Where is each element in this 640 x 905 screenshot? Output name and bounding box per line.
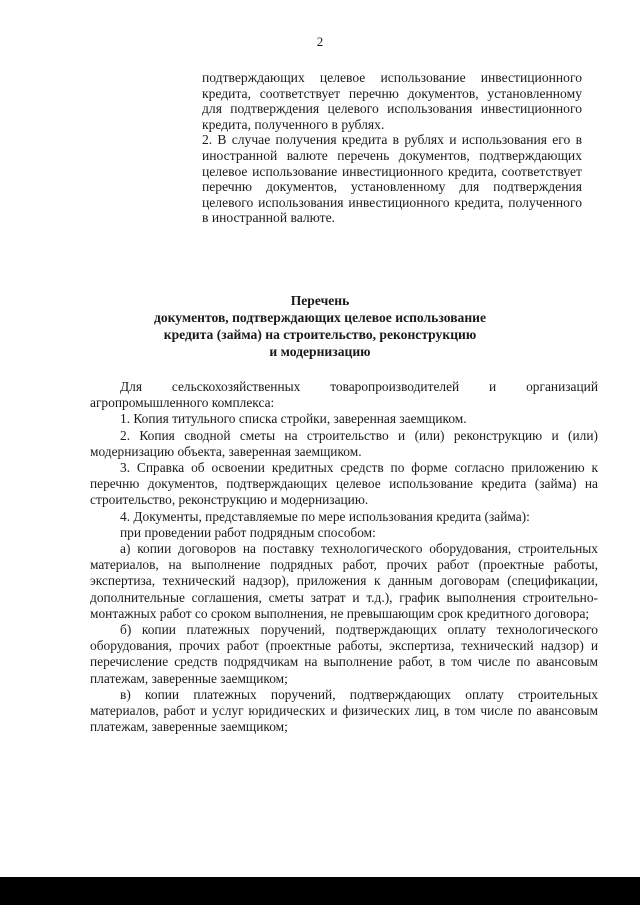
list-item-a: а) копии договоров на поставку технологического оборудования, строительных материалов, на выполнение подрядных работ, прочих работ (проектные работы, экспертиза, технический надзор), приложения к данным договорам (спецификации, дополнительные соглашения, сметы затрат и т.д.), график выполнения строительно-монтажных работ со сроком выполнения, не превышающим срок кредитного договора; xyxy=(90,541,598,621)
list-item-v: в) копии платежных поручений, подтверждающих оплату строительных материалов, работ и услуг юридических и физических лиц, в том числе по авансовым платежам, заверенные заемщиком; xyxy=(90,686,598,735)
document-body xyxy=(90,379,598,735)
page-number: 2 xyxy=(316,34,324,49)
top-text-column xyxy=(202,70,582,226)
list-item-3: 3. Справка об освоении кредитных средств по форме согласно приложению к перечню документов, подтверждающих целевое использование кредита (займа) на строительство, реконструкцию и модернизацию. xyxy=(90,460,598,508)
heading-line-1: Перечень xyxy=(290,293,350,308)
list-item-1: 1. Копия титульного списка стройки, заверенная заемщиком. xyxy=(120,411,467,427)
list-item-4: 4. Документы, представляемые по мере использования кредита (займа): xyxy=(120,508,530,524)
heading-line-3: кредита (займа) на строительство, реконструкцию xyxy=(163,327,477,342)
list-item-4-sub: при проведении работ подрядным способом: xyxy=(120,524,376,540)
list-item-2: 2. Копия сводной сметы на строительство и (или) реконструкцию и (или) модернизацию объекта, заверенная заемщиком. xyxy=(90,427,598,459)
list-item-b: б) копии платежных поручений, подтверждающих оплату технологического оборудования, прочих работ (проектные работы, экспертиза, технический надзор) и перечисление средств подрядчикам на выполнение работ, в том числе по авансовым платежам, заверенные заемщиком; xyxy=(90,622,598,686)
heading-line-4: и модернизацию xyxy=(269,344,371,359)
intro-paragraph: Для сельскохозяйственных товаропроизводителей и организаций агропромышленного комплекса: xyxy=(90,379,598,411)
heading-line-2: документов, подтверждающих целевое использование xyxy=(153,310,487,325)
continued-paragraph: подтверждающих целевое использование инвестиционного кредита, соответствует перечню документов, установленному для подтверждения целевого использования инвестиционного кредита, полученного в рублях. xyxy=(202,70,582,132)
scan-border xyxy=(0,877,640,905)
paragraph-2: 2. В случае получения кредита в рублях и использования его в иностранной валюте перечень документов, подтверждающих целевое использование инвестиционного кредита, соответствует перечню документов, установленному для подтверждения целевого использования инвестиционного кредита, полученного в иностранной валюте. xyxy=(202,132,582,226)
section-heading xyxy=(120,292,520,360)
